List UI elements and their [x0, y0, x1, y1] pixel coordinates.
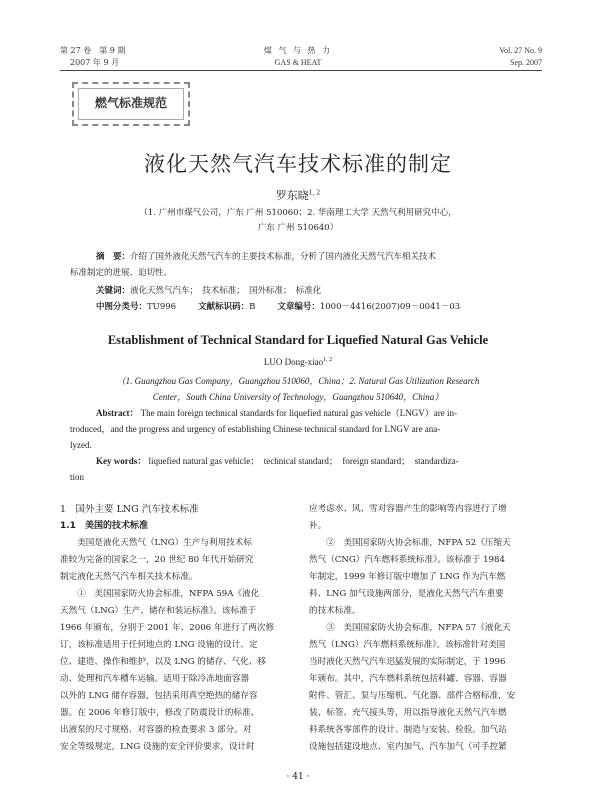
page-number: · 41 ·	[286, 772, 310, 782]
affiliation-cn-2: 广东 广州 510640）	[257, 223, 339, 233]
clc-value: TU996	[147, 302, 177, 312]
left-line: 安全等级规定，LNG 设施的安全评价要求，设计时	[60, 742, 255, 752]
keywords-cn-label: 关键词：	[96, 286, 131, 296]
author-cn-sup: 1, 2	[308, 189, 321, 197]
keywords-en-label: Key words：	[96, 456, 147, 466]
right-line: 设施包括建设地点、室内加气、汽车加气（可手控紧	[309, 742, 507, 752]
abstract-cn-text1: 介绍了国外液化天然气汽车的主要技术标准，分析了国内液化天然气汽车相关技术	[130, 252, 437, 262]
left-line: 以外的 LNG 储存容器，包括采用真空绝热的储存容	[60, 691, 258, 701]
right-line: ② 美国国家防火协会标准，NFPA 52《压缩天	[309, 538, 511, 548]
author-cn-line	[0, 187, 596, 203]
header-volume-issue: 第 27 卷 第 9 期	[60, 46, 126, 55]
right-line: 的技术标准。	[309, 606, 361, 616]
abstract-en-line3: lyzed.	[70, 440, 92, 450]
left-line: 订，该标准适用于任何地点的 LNG 设施的设计、定	[60, 640, 258, 650]
section1-heading: 1 国外主要 LNG 汽车技术标准	[60, 504, 199, 515]
abstract-en-line1	[96, 405, 540, 421]
keywords-en-text1: liquefied natural gas vehicle； technical standard； foreign standard； standardiza-	[148, 456, 459, 466]
right-line: 当时液化天然气汽车迅猛发展的实际制定，于 1996	[309, 657, 506, 667]
classification-line	[96, 300, 556, 315]
affiliation-en-2: Center，South China University of Technology，Guangzhou 510640，China）	[152, 392, 444, 402]
keywords-en-line1	[96, 453, 540, 469]
author-cn: 罗东晓	[275, 189, 309, 202]
keywords-en-line2: tion	[70, 472, 85, 482]
left-line: 位、建造、操作和维护，以及 LNG 的储存、气化、移	[60, 657, 267, 667]
left-line: 器。在 2006 年修订版中，修改了防震设计的标准、	[60, 708, 260, 718]
header-journal-cn: 煤 气 与 热 力	[263, 46, 333, 55]
right-line: 料、LNG 加气设施两部分，是液化天然气汽车重要	[309, 589, 504, 599]
abstract-cn-label: 摘 要：	[96, 252, 131, 262]
abstract-cn-line2: 标准制定的进展、迫切性。	[70, 268, 173, 278]
left-line: 动、处理和汽车槽车运输。适用于除冷冻地面容器	[60, 674, 250, 684]
right-line: 然气（LNG）汽车燃料系统标准》。该标准针对美国	[309, 640, 506, 650]
abstract-en-text1: The main foreign technical standards for liquefied natural gas vehicle（LNGV）are in-	[140, 408, 457, 418]
left-line: ① 美国国家防火协会标准，NFPA 59A《液化	[60, 589, 260, 599]
right-column-text	[309, 501, 537, 756]
header-date-en: Sep. 2007	[510, 58, 542, 67]
column-tag: 燃气标准规范	[94, 96, 167, 110]
abstract-en-line2: troduced，and the progress and urgency of establishing Chinese technical standard for LNGV are ana-	[70, 424, 441, 434]
left-line: 1966 年颁布，分别于 2001 年、2006 年进行了两次修	[60, 623, 275, 633]
right-line: 年制定，1999 年修订版中增加了 LNG 作为汽车燃	[309, 572, 506, 582]
right-line: 应考虑水、风、雪对容器产生的影响等内容进行了增	[309, 504, 507, 514]
right-line: 然气（CNG）汽车燃料系统标准》。该标准于 1984	[309, 555, 505, 565]
article-no-value: 1000－4416(2007)09－0041－03	[319, 302, 461, 312]
header-rule	[60, 70, 542, 71]
affiliation-cn-1: （1. 广州市煤气公司，广东 广州 510060；2. 华南理工大学 天然气利用研究中心，	[139, 208, 457, 218]
doc-code-label: 文献标识码：	[198, 302, 250, 312]
clc-label: 中图分类号：	[96, 302, 148, 312]
subsection11-heading: 1.1 美国的技术标准	[60, 521, 148, 531]
left-line: 出液泵的尺寸规格、对容器的检查要求 3 部分。对	[60, 725, 252, 735]
right-line: 装、标签、充气接头等，用以指导液化天然气汽车燃	[309, 708, 507, 718]
keywords-cn-line	[96, 284, 321, 299]
article-no-label: 文章编号：	[277, 302, 320, 312]
author-en-sup: 1, 2	[323, 357, 333, 363]
affiliation-en-1: （1. Guangzhou Gas Company，Guangzhou 510060，China；2. Natural Gas Utilization Research	[116, 376, 480, 386]
left-line: 制定液化天然气汽车相关技术标准。	[60, 572, 198, 582]
left-column-text	[60, 535, 288, 756]
left-line: 天然气（LNG）生产、储存和装运标准》。该标准于	[60, 606, 257, 616]
abstract-cn-line1	[96, 250, 536, 265]
keywords-cn: 液化天然气汽车； 技术标准； 国外标准； 标准化	[130, 286, 322, 296]
right-line: ③ 美国国家防火协会标准，NFPA 57《液化天	[309, 623, 511, 633]
right-line: 料系统各零部件的设计、制造与安装、检验。加气站	[309, 725, 507, 735]
title-cn: 液化天然气汽车技术标准的制定	[144, 152, 452, 176]
header-journal-en: GAS & HEAT	[274, 58, 322, 67]
author-en: LUO Dong-xiao	[263, 357, 324, 367]
left-line: 准较为完备的国家之一，20 世纪 80 年代开始研究	[60, 555, 254, 565]
right-line: 补。	[309, 521, 327, 531]
author-en-line	[0, 352, 596, 370]
abstract-en-label: Abstract：	[96, 408, 139, 418]
doc-code-value: B	[249, 302, 256, 312]
header-date: 2007 年 9 月	[70, 58, 120, 67]
right-line: 附件、管汇、泵与压缩机、气化器、部件合格标准，安	[309, 691, 516, 701]
right-line: 年颁布。其中，汽车燃料系统包括料罐、容器、容器	[309, 674, 507, 684]
header-vol-no-en: Vol. 27 No. 9	[499, 46, 542, 55]
title-en: Establishment of Technical Standard for Liquefied Natural Gas Vehicle	[107, 333, 489, 347]
left-line: 美国是液化天然气（LNG）生产与利用技术标	[60, 538, 252, 548]
